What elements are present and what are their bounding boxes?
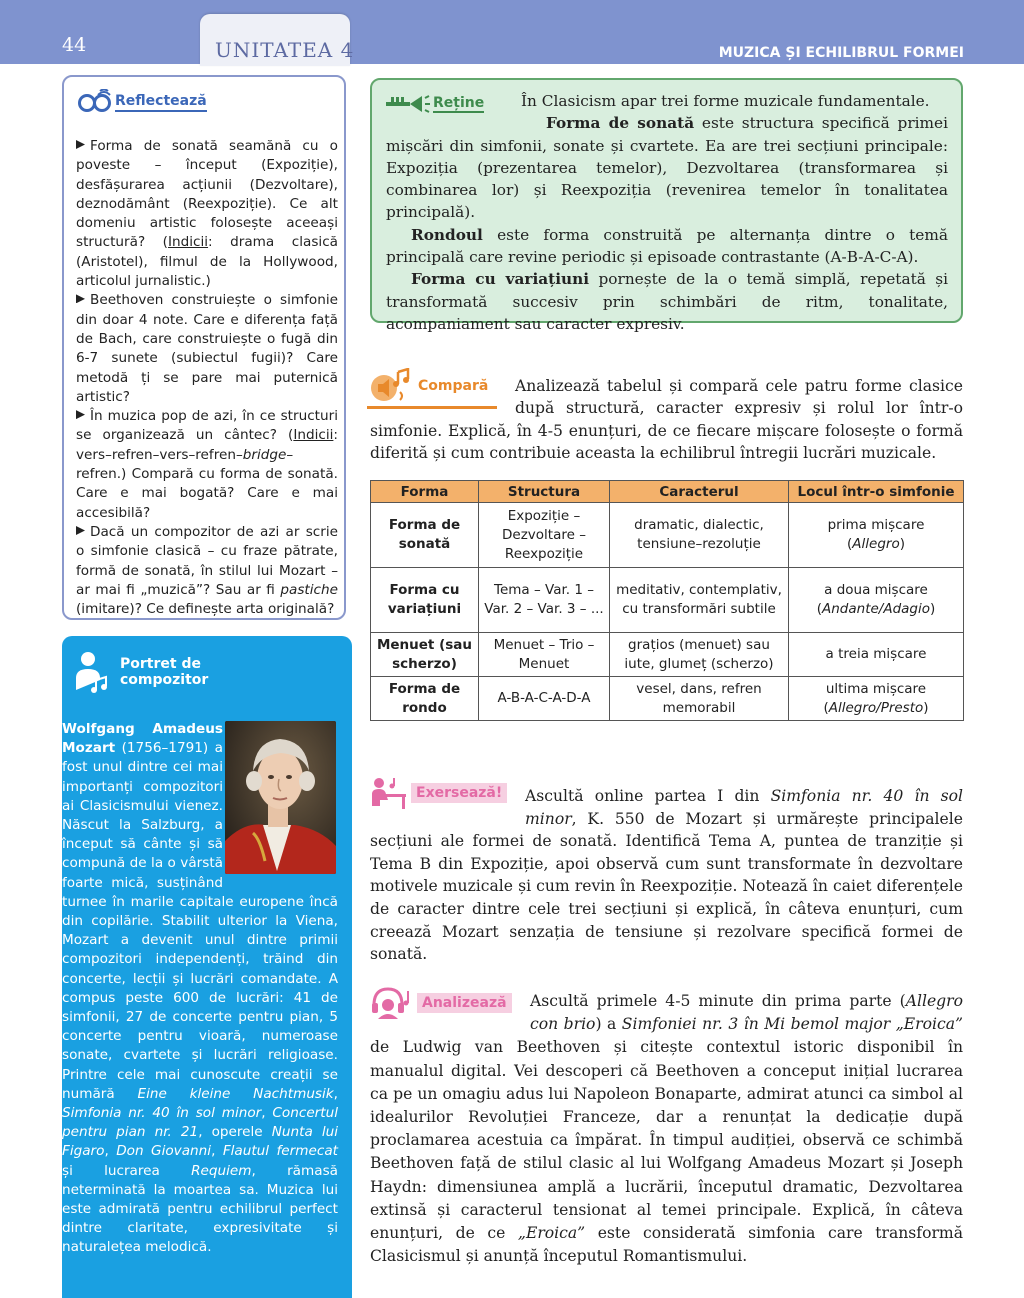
- analizeaza-heading: [370, 985, 512, 1021]
- reflect-text: [76, 137, 338, 619]
- table-row: [371, 633, 964, 677]
- reflect-item: Forma de sonată seamănă cu o poveste – început (Expoziție), desfășurarea acțiunii (Dezvoltare), deznodământ (Reexpoziție). Ce alt domeniu artistic folosește aceeași structură? (Indicii: drama clasică (Aristotel), filmul de la Hollywood, articolul jurnalistic.): [76, 138, 338, 290]
- retine-box: [370, 78, 963, 333]
- bullet-icon: [76, 526, 85, 535]
- table-cell: Tema – Var. 1 – Var. 2 – Var. 3 – ...: [479, 568, 610, 633]
- bullet-icon: [76, 294, 85, 303]
- table-cell: Forma de rondo: [371, 677, 479, 721]
- retine-paragraph: Forma de sonată este structura specifică primei mișcări din simfonii, sonate și cvartete. Ea are trei secțiuni principale: Expoziția (prezentarea temelor), Dezvoltarea (transformarea și combinarea lor) și Reexpoziția (revenirea temelor în tonalitatea principală).: [386, 114, 948, 222]
- mozart-portrait: [225, 721, 336, 874]
- reflect-item: Beethoven construiește o simfonie din doar 4 note. Care e diferența față de Bach, care construiește o fugă din 6-7 sunete (subiectul fugii)? Care metodă ți se pare mai puternică artistic?: [76, 292, 338, 405]
- retine-intro: În Clasicism apar trei forme muzicale fundamentale.: [521, 92, 930, 110]
- retine-paragraph: Rondoul este forma construită pe alternanța dintre o temă principală care revine periodic și episoade contrastante (A-B-A-C-A).: [386, 225, 948, 267]
- reflect-box: [62, 75, 346, 620]
- reflect-title: Reflectează: [115, 93, 207, 112]
- reflect-item: Dacă un compozitor de azi ar scrie o simfonie clasică – cu fraze pătrate, formă de sonată, în stilul lui Mozart – ar mai fi „muzică”? Sau ar fi pastiche (imitare)? Ce definește arta originală?: [76, 523, 338, 618]
- compara-text: Analizează tabelul și compară cele patru forme clasice după structură, caracter expresiv și rolul lor într-o simfonie. Explică, în 4-5 enunțuri, de ce fiecare mișcare folosește o formă diferită și cum contribuie aceasta la echilibrul întregii lucrări muzicale.: [370, 377, 963, 462]
- student-desk-icon: [368, 776, 408, 810]
- retine-paragraph: Forma cu variațiuni pornește de la o temă simplă, repetată și transformată succesiv prin schimbări de ritm, tonalitate, acompaniament sau caracter expresiv.: [386, 270, 948, 333]
- table-cell: a treia mișcare: [789, 633, 964, 677]
- portrait-title: Portret de compozitor: [120, 656, 209, 688]
- chapter-title: MUZICA ȘI ECHILIBRUL FORMEI: [718, 45, 964, 61]
- retine-title: Reține: [433, 95, 485, 111]
- table-row: [371, 568, 964, 633]
- compara-title: Compară: [418, 378, 489, 394]
- table-header: Forma: [371, 481, 479, 503]
- table-cell: A-B-A-C-A-D-A: [479, 677, 610, 721]
- exerseaza-heading: [368, 776, 507, 810]
- table-header-row: [371, 481, 964, 503]
- page-number: 44: [62, 34, 87, 56]
- analizeaza-text: Ascultă primele 4-5 minute din prima parte (Allegro con brio) a Simfoniei nr. 3 în Mi bemol major „Eroica” de Ludwig van Beethoven și citește contextul istoric disponibil în manualul digital. Vei descoperi că Beethoven a conceput inițial lucrarea ca pe un omagiu adus lui Napoleon Bonaparte, admirat atunci ca simbol al idealurilor Revoluției Franceze, dar a renunțat la dedicație după proclamarea acestuia ca împărat. În timpul audiției, observă ce schimbă Beethoven față de stilul clasic al lui Wolfgang Amadeus Mozart și Joseph Haydn: dimensiunea amplă a lucrării, începutul dramatic, Dezvoltarea extinsă și caracterul tensionat al temei principale. Explică, în câteva enunțuri, de ce „Eroica” este considerată simfonia care transformă Clasicismul și anunță începutul Romantismului.: [370, 992, 964, 1266]
- person-music-icon: [74, 650, 110, 694]
- bullet-icon: [76, 410, 85, 419]
- table-row: [371, 503, 964, 568]
- headphones-music-icon: [370, 985, 414, 1021]
- table-cell: dramatic, dialectic, tensiune–rezoluție: [610, 503, 789, 568]
- reflect-heading: [78, 89, 207, 115]
- table-cell: grațios (menuet) sau iute, glumeț (scherzo): [610, 633, 789, 677]
- table-row: [371, 677, 964, 721]
- portrait-box: [62, 636, 352, 1298]
- table-cell: a doua mișcare (Andante/Adagio): [789, 568, 964, 633]
- retine-text: [386, 90, 948, 335]
- sound-waves-icon: [78, 89, 112, 115]
- portrait-text: Wolfgang Amadeus Mozart (1756–1791) a fost unul dintre cei mai importanți compozitori ai Clasicismului vienez. Născut la Salzburg, a început să cânte și să compună de la o vârstă foarte mică, susținând turnee în marile capitale europene încă din copilărie. Stabilit ulterior la Viena, Mozart a devenit unul dintre primii compozitori independenți, trăind din concerte, lecții și lucrări comandate. A compus peste 600 de lucrări: 41 de simfonii, 27 de concerte pentru pian, 5 concerte pentru vioară, numeroase sonate, cvartete și lucrări religioase. Printre cele mai cunoscute creații se numără Eine kleine Nachtmusik, Simfonia nr. 40 în sol minor, Concertul pentru pian nr. 21, operele Nunta lui Figaro, Don Giovanni, Flautul fermecat și lucrarea Requiem, rămasă neterminată la moartea sa. Muzica lui este admirată pentru echilibrul perfect dintre claritate, expresivitate și naturalețea melodică.: [62, 721, 338, 1256]
- table-cell: vesel, dans, refren memorabil: [610, 677, 789, 721]
- exerseaza-text: Ascultă online partea I din Simfonia nr. 40 în sol minor, K. 550 de Mozart și urmărește principalele secțiuni ale formei de sonată. Identifică Tema A, puntea de tranziție și Tema B din Expoziție, apoi observă cum sunt transformate în dezvoltare motivele muzicale și cum revin în Reexpoziție. Notează în caiet diferențele de caracter dintre cele trei secțiuni și explică, în câteva enunțuri, cum creează Mozart senzația de tensiune și rezolvare specifică formei de sonată.: [370, 787, 963, 964]
- table-cell: Menuet – Trio – Menuet: [479, 633, 610, 677]
- table-header: Locul într-o simfonie: [789, 481, 964, 503]
- table-cell: Menuet (sau scherzo): [371, 633, 479, 677]
- table-header: Caracterul: [610, 481, 789, 503]
- compara-heading: [370, 368, 488, 404]
- table-cell: Expoziție – Dezvoltare – Reexpoziție: [479, 503, 610, 568]
- table-header: Structura: [479, 481, 610, 503]
- table-cell: prima mișcare (Allegro): [789, 503, 964, 568]
- composer-name: Wolfgang Amadeus Mozart: [62, 721, 223, 757]
- table-cell: meditativ, contemplativ, cu transformări subtile: [610, 568, 789, 633]
- exerseaza-title: Exersează!: [411, 783, 507, 803]
- reflect-item: În muzica pop de azi, în ce structuri se organizează un cântec? (Indicii: vers–refren–vers–refren–bridge–refren.) Compară cu forma de sonată. Care e mai bogată? Care e mai accesibilă?: [76, 408, 338, 521]
- table-cell: Forma cu variațiuni: [371, 568, 479, 633]
- portrait-heading: [74, 650, 208, 694]
- table-cell: Forma de sonată: [371, 503, 479, 568]
- forms-table: [370, 480, 964, 721]
- unit-title: UNITATEA 4: [215, 38, 355, 62]
- bullet-icon: [76, 140, 85, 149]
- analizeaza-title: Analizează: [417, 993, 512, 1013]
- table-cell: ultima mișcare (Allegro/Presto): [789, 677, 964, 721]
- speaker-music-icon: [370, 368, 414, 404]
